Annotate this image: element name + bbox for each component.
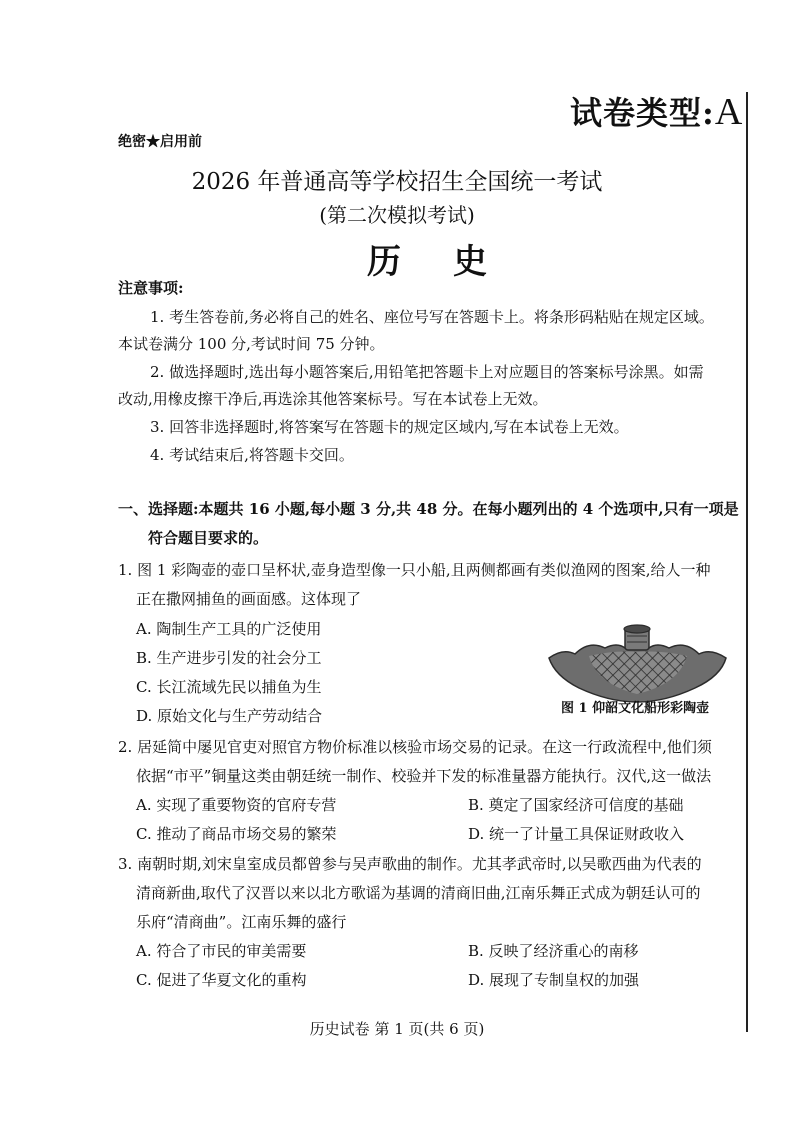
- section-heading: 一、选择题:本题共 16 小题,每小题 3 分,共 48 分。在每小题列出的 4 个选项中,只有一项是: [118, 500, 739, 518]
- notice-line: 改动,用橡皮擦干净后,再选涂其他答案标号。写在本试卷上无效。: [118, 390, 548, 408]
- secret-label: 绝密★启用前: [118, 134, 202, 150]
- notice-line: 本试卷满分 100 分,考试时间 75 分钟。: [118, 335, 385, 353]
- paper-type: [570, 88, 743, 134]
- notice-line: 2. 做选择题时,选出每小题答案后,用铅笔把答题卡上对应题目的答案标号涂黑。如需: [150, 363, 704, 381]
- q1-stem-cont: 正在撒网捕鱼的画面感。这体现了: [136, 590, 362, 608]
- q3-option-b: B. 反映了经济重心的南移: [468, 942, 639, 960]
- q2-stem-cont: 依据“市平”铜量这类由朝廷统一制作、校验并下发的标准量器方能执行。汉代,这一做法: [136, 767, 712, 785]
- q3-option-d: D. 展现了专制皇权的加强: [468, 971, 640, 989]
- q3-option-a: A. 符合了市民的审美需要: [136, 942, 307, 960]
- q2-option-b: B. 奠定了国家经济可信度的基础: [468, 796, 684, 814]
- pottery-pot-figure: [545, 618, 730, 706]
- q2-option-a: A. 实现了重要物资的官府专营: [136, 796, 337, 814]
- figure-caption: 图 1 仰韶文化船形彩陶壶: [561, 701, 710, 716]
- q3-stem-cont: 清商新曲,取代了汉晋以来以北方歌谣为基调的清商旧曲,江南乐舞正式成为朝廷认可的: [136, 884, 701, 902]
- q1-stem: 1. 图 1 彩陶壶的壶口呈杯状,壶身造型像一只小船,且两侧都画有类似渔网的图案,给人一种: [118, 561, 711, 579]
- q2-option-d: D. 统一了计量工具保证财政收入: [468, 825, 685, 843]
- paper-type-value: A: [714, 91, 744, 133]
- notice-title: 注意事项:: [118, 279, 184, 297]
- exam-subtitle: (第二次模拟考试): [319, 203, 475, 227]
- exam-title: 2026 年普通高等学校招生全国统一考试: [191, 169, 603, 195]
- q2-option-c: C. 推动了商品市场交易的繁荣: [136, 825, 337, 843]
- q1-option-d: D. 原始文化与生产劳动结合: [136, 707, 323, 725]
- q2-stem: 2. 居延简中屡见官吏对照官方物价标准以核验市场交易的记录。在这一行政流程中,他们须: [118, 738, 712, 756]
- q3-option-c: C. 促进了华夏文化的重构: [136, 971, 307, 989]
- subject-title: 历史: [367, 242, 539, 282]
- notice-line: 3. 回答非选择题时,将答案写在答题卡的规定区域内,写在本试卷上无效。: [150, 418, 629, 436]
- q1-option-c: C. 长江流域先民以捕鱼为生: [136, 678, 322, 696]
- section-heading-cont: 符合题目要求的。: [148, 529, 269, 547]
- notice-line: 1. 考生答卷前,务必将自己的姓名、座位号写在答题卡上。将条形码粘贴在规定区域。: [150, 308, 714, 326]
- notice-line: 4. 考试结束后,将答题卡交回。: [150, 446, 354, 464]
- paper-type-label: 试卷类型: [570, 94, 703, 132]
- margin-rule: [746, 92, 748, 1032]
- page-footer: 历史试卷 第 1 页(共 6 页): [309, 1020, 485, 1038]
- q1-option-b: B. 生产进步引发的社会分工: [136, 649, 322, 667]
- q3-stem-cont: 乐府“清商曲”。江南乐舞的盛行: [136, 913, 347, 931]
- q3-stem: 3. 南朝时期,刘宋皇室成员都曾参与吴声歌曲的制作。尤其孝武帝时,以吴歌西曲为代表的: [118, 855, 702, 873]
- paper-type-colon: :: [702, 94, 715, 132]
- q1-option-a: A. 陶制生产工具的广泛使用: [136, 620, 322, 638]
